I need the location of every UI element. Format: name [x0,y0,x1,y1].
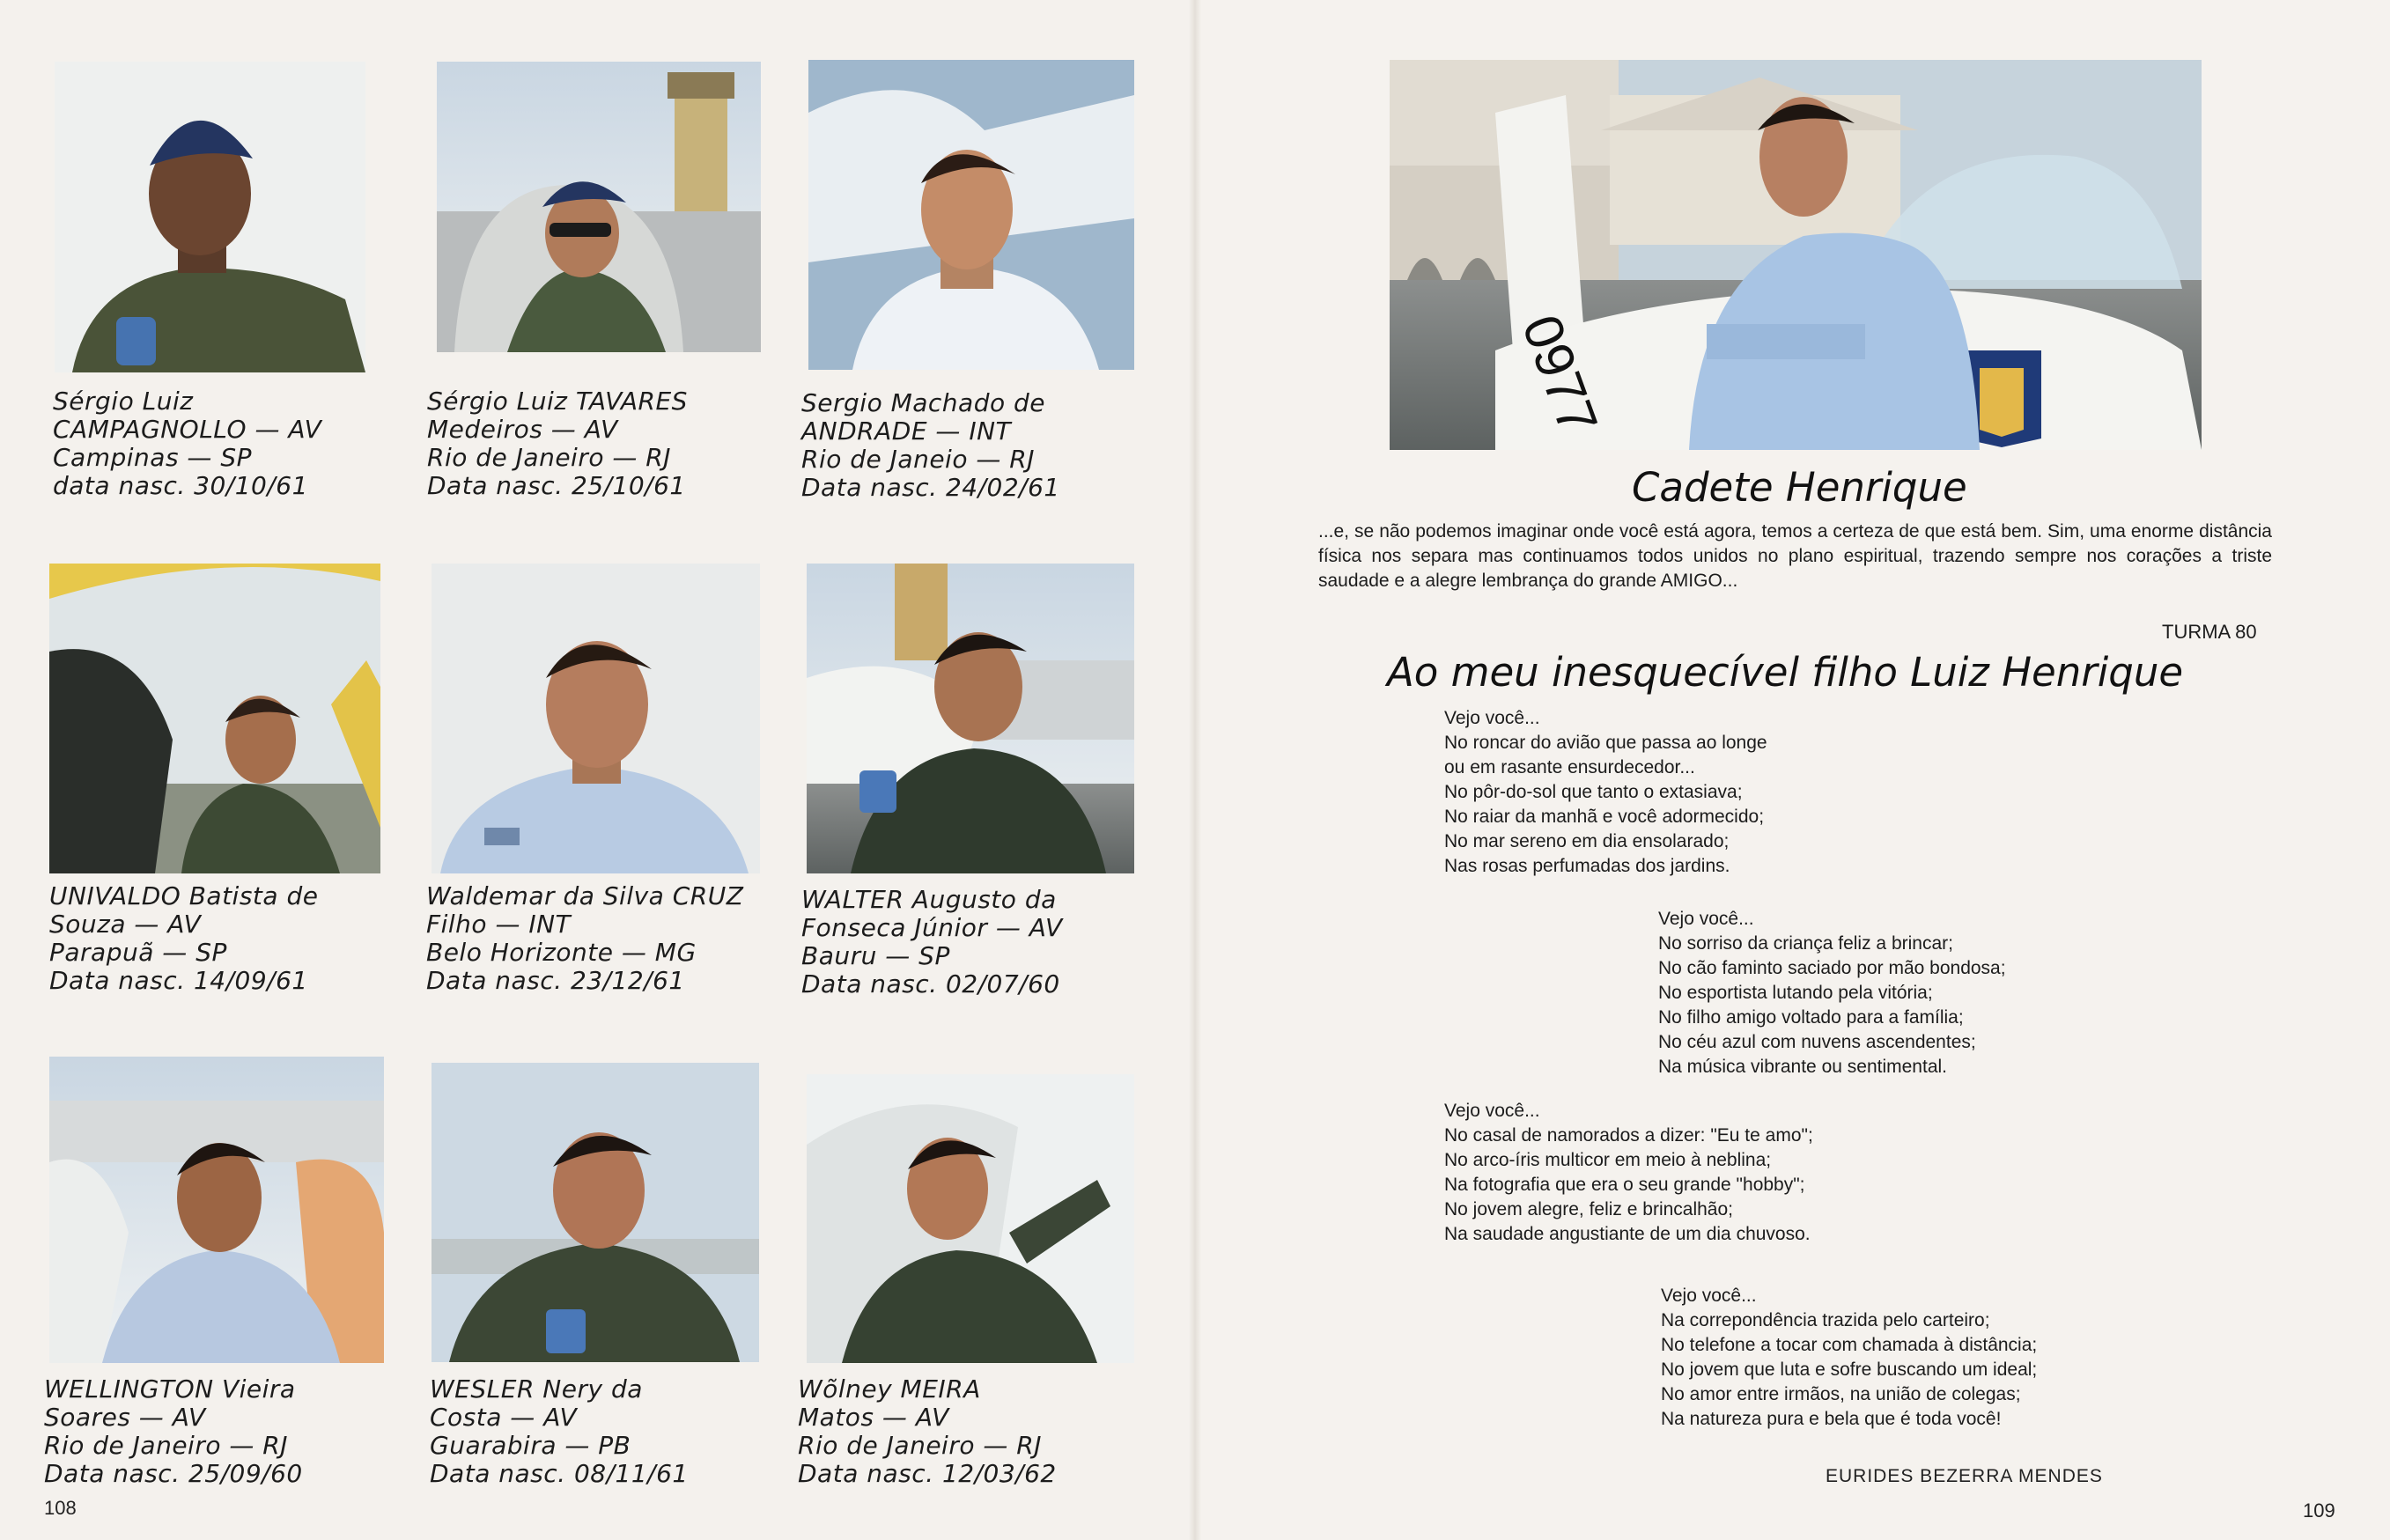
cadet-photo-4 [49,564,380,873]
caption-line: Rio de Janeiro — RJ [427,443,671,472]
poem-stanza-1 [1444,706,1767,879]
caption-line: data nasc. 30/10/61 [53,471,308,500]
poem-line: Vejo você... [1661,1286,1757,1306]
caption-line: Data nasc. 25/10/61 [427,471,686,500]
cadet-caption-7 [44,1375,303,1488]
cadet-caption-3 [801,389,1060,502]
poem-line: Na música vibrante ou sentimental. [1658,1057,1947,1077]
cadet-photo-5 [432,564,760,873]
cadet-caption-2 [427,387,688,500]
poem-line: No jovem que luta e sofre buscando um ideal; [1661,1359,2038,1380]
caption-line: Data nasc. 12/03/62 [798,1459,1057,1488]
poem-line: Vejo você... [1444,708,1540,728]
poem-line: Na natureza pura e bela que é toda você! [1661,1409,2002,1429]
caption-line: Filho — INT [426,910,572,939]
poem-line: No raiar da manhã e você adormecido; [1444,807,1765,827]
cadet-photo-8 [432,1063,759,1362]
poem-line: No telefone a tocar com chamada à distância; [1661,1335,2038,1355]
caption-line: Costa — AV [430,1403,578,1432]
caption-line: Belo Horizonte — MG [426,938,697,967]
poem-line: No amor entre irmãos, na união de colegas; [1661,1384,2021,1404]
caption-line: Data nasc. 14/09/61 [49,966,308,995]
caption-line: Data nasc. 25/09/60 [44,1459,303,1488]
caption-line: WELLINGTON Vieira [44,1374,296,1404]
caption-line: Matos — AV [798,1403,949,1432]
caption-line: WESLER Nery da [430,1374,643,1404]
cadet-caption-9 [798,1375,1057,1488]
tribute-signature: TURMA 80 [2162,621,2257,643]
poem-line: No roncar do avião que passa ao longe [1444,733,1767,753]
book-gutter [1189,0,1201,1540]
poem-line: Na correpondência trazida pelo carteiro; [1661,1310,1990,1330]
cadete-henrique-photo [1390,60,2202,450]
poem-author: EURIDES BEZERRA MENDES [1826,1466,2103,1486]
poem-line: No casal de namorados a dizer: "Eu te amo"; [1444,1125,1813,1146]
poem-line: No jovem alegre, feliz e brincalhão; [1444,1199,1734,1219]
poem-line: Vejo você... [1444,1101,1540,1121]
poem-line: Nas rosas perfumadas dos jardins. [1444,856,1730,876]
poem-stanza-2 [1658,907,2006,1079]
cadet-photo-6 [807,564,1134,873]
poem-line: No mar sereno em dia ensolarado; [1444,831,1730,851]
caption-line: Wõlney MEIRA [798,1374,981,1404]
caption-line: Waldemar da Silva CRUZ [426,881,744,910]
caption-line: Fonseca Júnior — AV [801,913,1063,942]
caption-line: CAMPAGNOLLO — AV [53,415,322,444]
caption-line: Sérgio Luiz [53,387,194,416]
poem-line: No esportista lutando pela vitória; [1658,983,1933,1003]
caption-line: Soares — AV [44,1403,206,1432]
caption-line: WALTER Augusto da [801,885,1057,914]
caption-line: Data nasc. 08/11/61 [430,1459,689,1488]
poem-line: No arco-íris multicor em meio à neblina; [1444,1150,1772,1170]
caption-line: Rio de Janeiro — RJ [44,1431,288,1460]
caption-line: Bauru — SP [801,941,950,970]
caption-line: Guarabira — PB [430,1431,631,1460]
caption-line: Data nasc. 24/02/61 [801,473,1060,502]
cadet-caption-1 [53,387,321,500]
poem-line: No filho amigo voltado para a família; [1658,1007,1964,1028]
caption-line: Sérgio Luiz TAVARES [427,387,688,416]
caption-line: UNIVALDO Batista de [49,881,319,910]
caption-line: Sergio Machado de [801,388,1046,417]
cadet-caption-8 [430,1375,689,1488]
cadet-photo-2 [437,62,761,352]
poem-line: ou em rasante ensurdecedor... [1444,757,1695,777]
caption-line: Rio de Janeio — RJ [801,445,1035,474]
cadet-photo-1 [55,62,365,372]
caption-line: Souza — AV [49,910,202,939]
poem-line: No pôr-do-sol que tanto o extasiava; [1444,782,1743,802]
poem-line: No cão faminto saciado por mão bondosa; [1658,958,2006,978]
tribute-text: ...e, se não podemos imaginar onde você está agora, temos a certeza de que está bem. Sim, uma enorme distância física nos separa mas continuamos todos unidos no plano espiritual, trazendo sempre nos corações a triste saudade e a alegre lembrança do grande AMIGO... [1318,521,2272,591]
cadet-caption-6 [801,886,1063,998]
page-number-right: 109 [2303,1499,2335,1522]
caption-line: ANDRADE — INT [801,416,1012,446]
aircraft-number: 0977 [1509,307,1609,443]
poem-line: No céu azul com nuvens ascendentes; [1658,1032,1976,1052]
poem-stanza-4 [1661,1284,2037,1432]
caption-line: Parapuã — SP [49,938,227,967]
poem-stanza-3 [1444,1099,1813,1247]
poem-line: Na fotografia que era o seu grande "hobby"; [1444,1175,1805,1195]
caption-line: Medeiros — AV [427,415,618,444]
cadet-photo-3 [808,60,1134,370]
caption-line: Data nasc. 02/07/60 [801,969,1060,998]
poem-title: Ao meu inesquecível filho Luiz Henrique [1387,649,2184,696]
cadet-caption-4 [49,882,318,995]
poem-line: Vejo você... [1658,909,1754,929]
cadet-photo-9 [807,1074,1134,1363]
caption-line: Campinas — SP [53,443,252,472]
cadet-photo-7 [49,1057,384,1363]
poem-line: No sorriso da criança feliz a brincar; [1658,933,1953,954]
cadete-title: Cadete Henrique [1632,464,1967,511]
poem-line: Na saudade angustiante de um dia chuvoso. [1444,1224,1811,1244]
cadet-caption-5 [426,882,743,995]
caption-line: Data nasc. 23/12/61 [426,966,685,995]
caption-line: Rio de Janeiro — RJ [798,1431,1042,1460]
page-number-left: 108 [44,1497,77,1519]
